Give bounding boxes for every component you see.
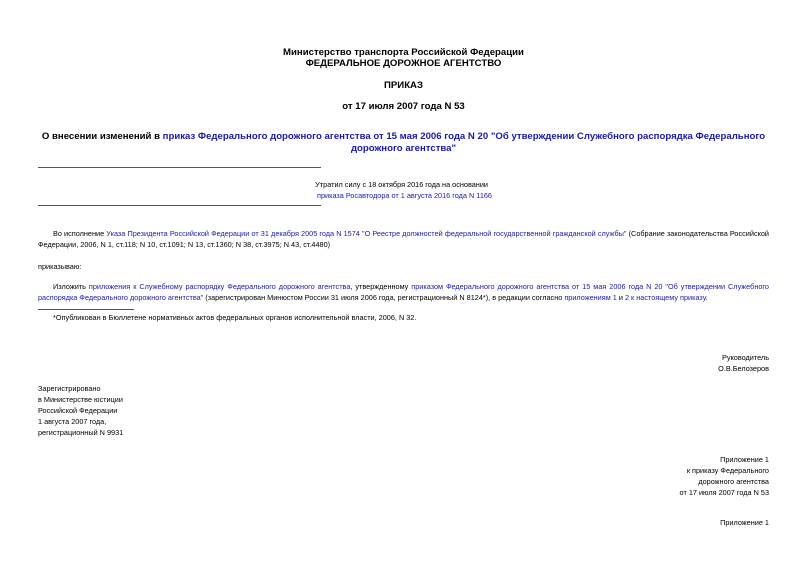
signature-role: Руководитель (721, 353, 769, 362)
appendix-line-1: Приложение 1 (720, 455, 769, 464)
para2-text-2: , утвержденному (350, 282, 412, 291)
appendix-line-3: дорожного агентства (698, 477, 769, 486)
status-text: Утратил силу с 18 октября 2016 года на основании (315, 180, 488, 189)
signature-name: О.В.Белозеров (718, 364, 769, 373)
doc-type: ПРИКАЗ (384, 80, 423, 91)
appendix-line-2: к приказу Федерального (686, 466, 769, 475)
paragraph-2 (38, 282, 769, 303)
ministry-name: Министерство транспорта Российской Федерации (283, 47, 524, 58)
registration-line-1: Зарегистрировано (38, 384, 101, 393)
registration-line-5: регистрационный N 9931 (38, 428, 124, 437)
para1-link[interactable]: Указа Президента Российской Федерации от 31 декабря 2005 года N 1574 "О Реестре должностей федеральной государственной гражданской службы" (106, 229, 627, 238)
para2-text-4: и (616, 292, 625, 302)
registration-line-3: Российской Федерации (38, 406, 118, 415)
para2-link-1[interactable]: приложения к Служебному распорядку Федерального дорожного агентства (88, 282, 351, 291)
doc-title-prefix: О внесении изменений в (41, 131, 163, 142)
status-link-wrap (317, 191, 492, 202)
prikazyvayu: приказываю: (38, 262, 82, 271)
para2-text-1: Изложить (53, 282, 89, 291)
para2-link-2[interactable]: приказом Федерального дорожного агентства от 15 мая 2006 года N 20 "Об утверждении Служебного распорядка Федерального дорожного агентства" (38, 282, 769, 302)
status-link[interactable]: приказа Росавтодора от 1 августа 2016 года N 1166 (317, 191, 492, 200)
appendix-bottom: Приложение 1 (720, 518, 769, 527)
appendix-line-4: от 17 июля 2007 года N 53 (679, 488, 769, 497)
registration-line-2: в Министерстве юстиции (38, 395, 123, 404)
para2-text-5: . (705, 292, 708, 302)
para1-prefix: Во исполнение (53, 229, 107, 238)
doc-title-link[interactable]: приказ Федерального дорожного агентства от 15 мая 2006 года N 20 "Об утверждении Служебного распорядка Федерального дорожного агентства" (162, 131, 766, 154)
para2-link-4[interactable]: 2 к настоящему приказу (624, 292, 706, 302)
divider-bottom (38, 205, 321, 206)
footnote: *Опубликован в Бюллетене нормативных актов федеральных органов исполнительной власти, 2006, N 32. (53, 313, 417, 322)
agency-name: ФЕДЕРАЛЬНОЕ ДОРОЖНОЕ АГЕНТСТВО (305, 58, 502, 69)
para1-suffix: (Собрание законодательства Российской Федерации, 2006, N 1, ст.118; N 10, ст.1091; N 13, ст.1360; N 38, ст.3975; N 43, ст.4480) (38, 229, 769, 249)
para2-text-3: (зарегистрирован Минюстом России 31 июля 2006 года, регистрационный N 8124*), в редакции согласно (203, 292, 565, 302)
footnote-divider (38, 309, 134, 310)
doc-title (30, 131, 777, 155)
para2-link-3[interactable]: приложениям 1 (564, 292, 617, 302)
paragraph-1 (38, 229, 769, 250)
divider-top (38, 167, 321, 168)
registration-line-4: 1 августа 2007 года, (38, 417, 107, 426)
doc-date-number: от 17 июля 2007 года N 53 (342, 101, 465, 112)
